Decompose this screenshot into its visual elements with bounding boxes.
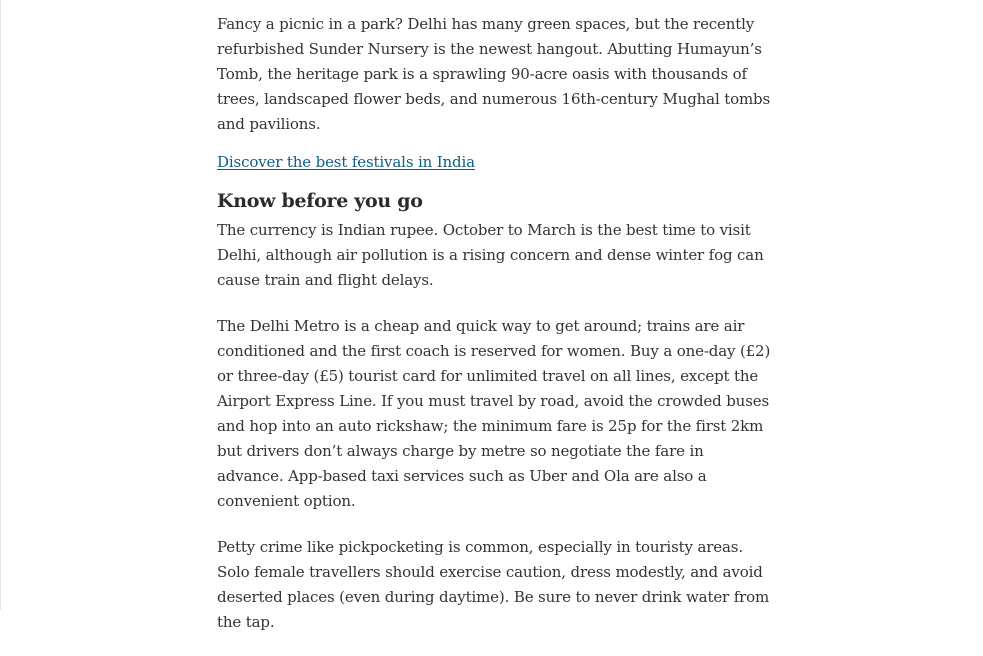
section-heading-know-before-you-go: Know before you go: [217, 190, 423, 212]
festivals-link[interactable]: Discover the best festivals in India: [217, 153, 475, 171]
paragraph-currency: The currency is Indian rupee. October to March is the best time to visit Delhi, although air pollution is a rising concern and dense winter fog can cause train and flight delays.: [217, 221, 764, 289]
paragraph-crime: Petty crime like pickpocketing is common, especially in touristy areas. Solo female travellers should exercise caution, dress modestly, and avoid deserted places (even during daytime). Be sure to never drink water from the tap.: [217, 538, 770, 631]
paragraph-picnic: Fancy a picnic in a park? Delhi has many green spaces, but the recently refurbished Sunder Nursery is the newest hangout. Abutting Humayun’s Tomb, the heritage park is a sprawling 90-acre oasis with thousands of trees, landscaped flower beds, and numerous 16th-century Mughal tombs and pavilions.: [217, 15, 771, 133]
festivals-link-paragraph: [217, 150, 773, 175]
article-body: [217, 12, 773, 656]
paragraph-metro: The Delhi Metro is a cheap and quick way to get around; trains are air conditioned and the first coach is reserved for women. Buy a one-day (£2) or three-day (£5) tourist card for unlimited travel on all lines, except the Airport Express Line. If you must travel by road, avoid the crowded buses and hop into an auto rickshaw; the minimum fare is 25p for the first 2km but drivers don’t always charge by metre so negotiate the fare in advance. App-based taxi services such as Uber and Ola are also a convenient option.: [217, 317, 771, 510]
